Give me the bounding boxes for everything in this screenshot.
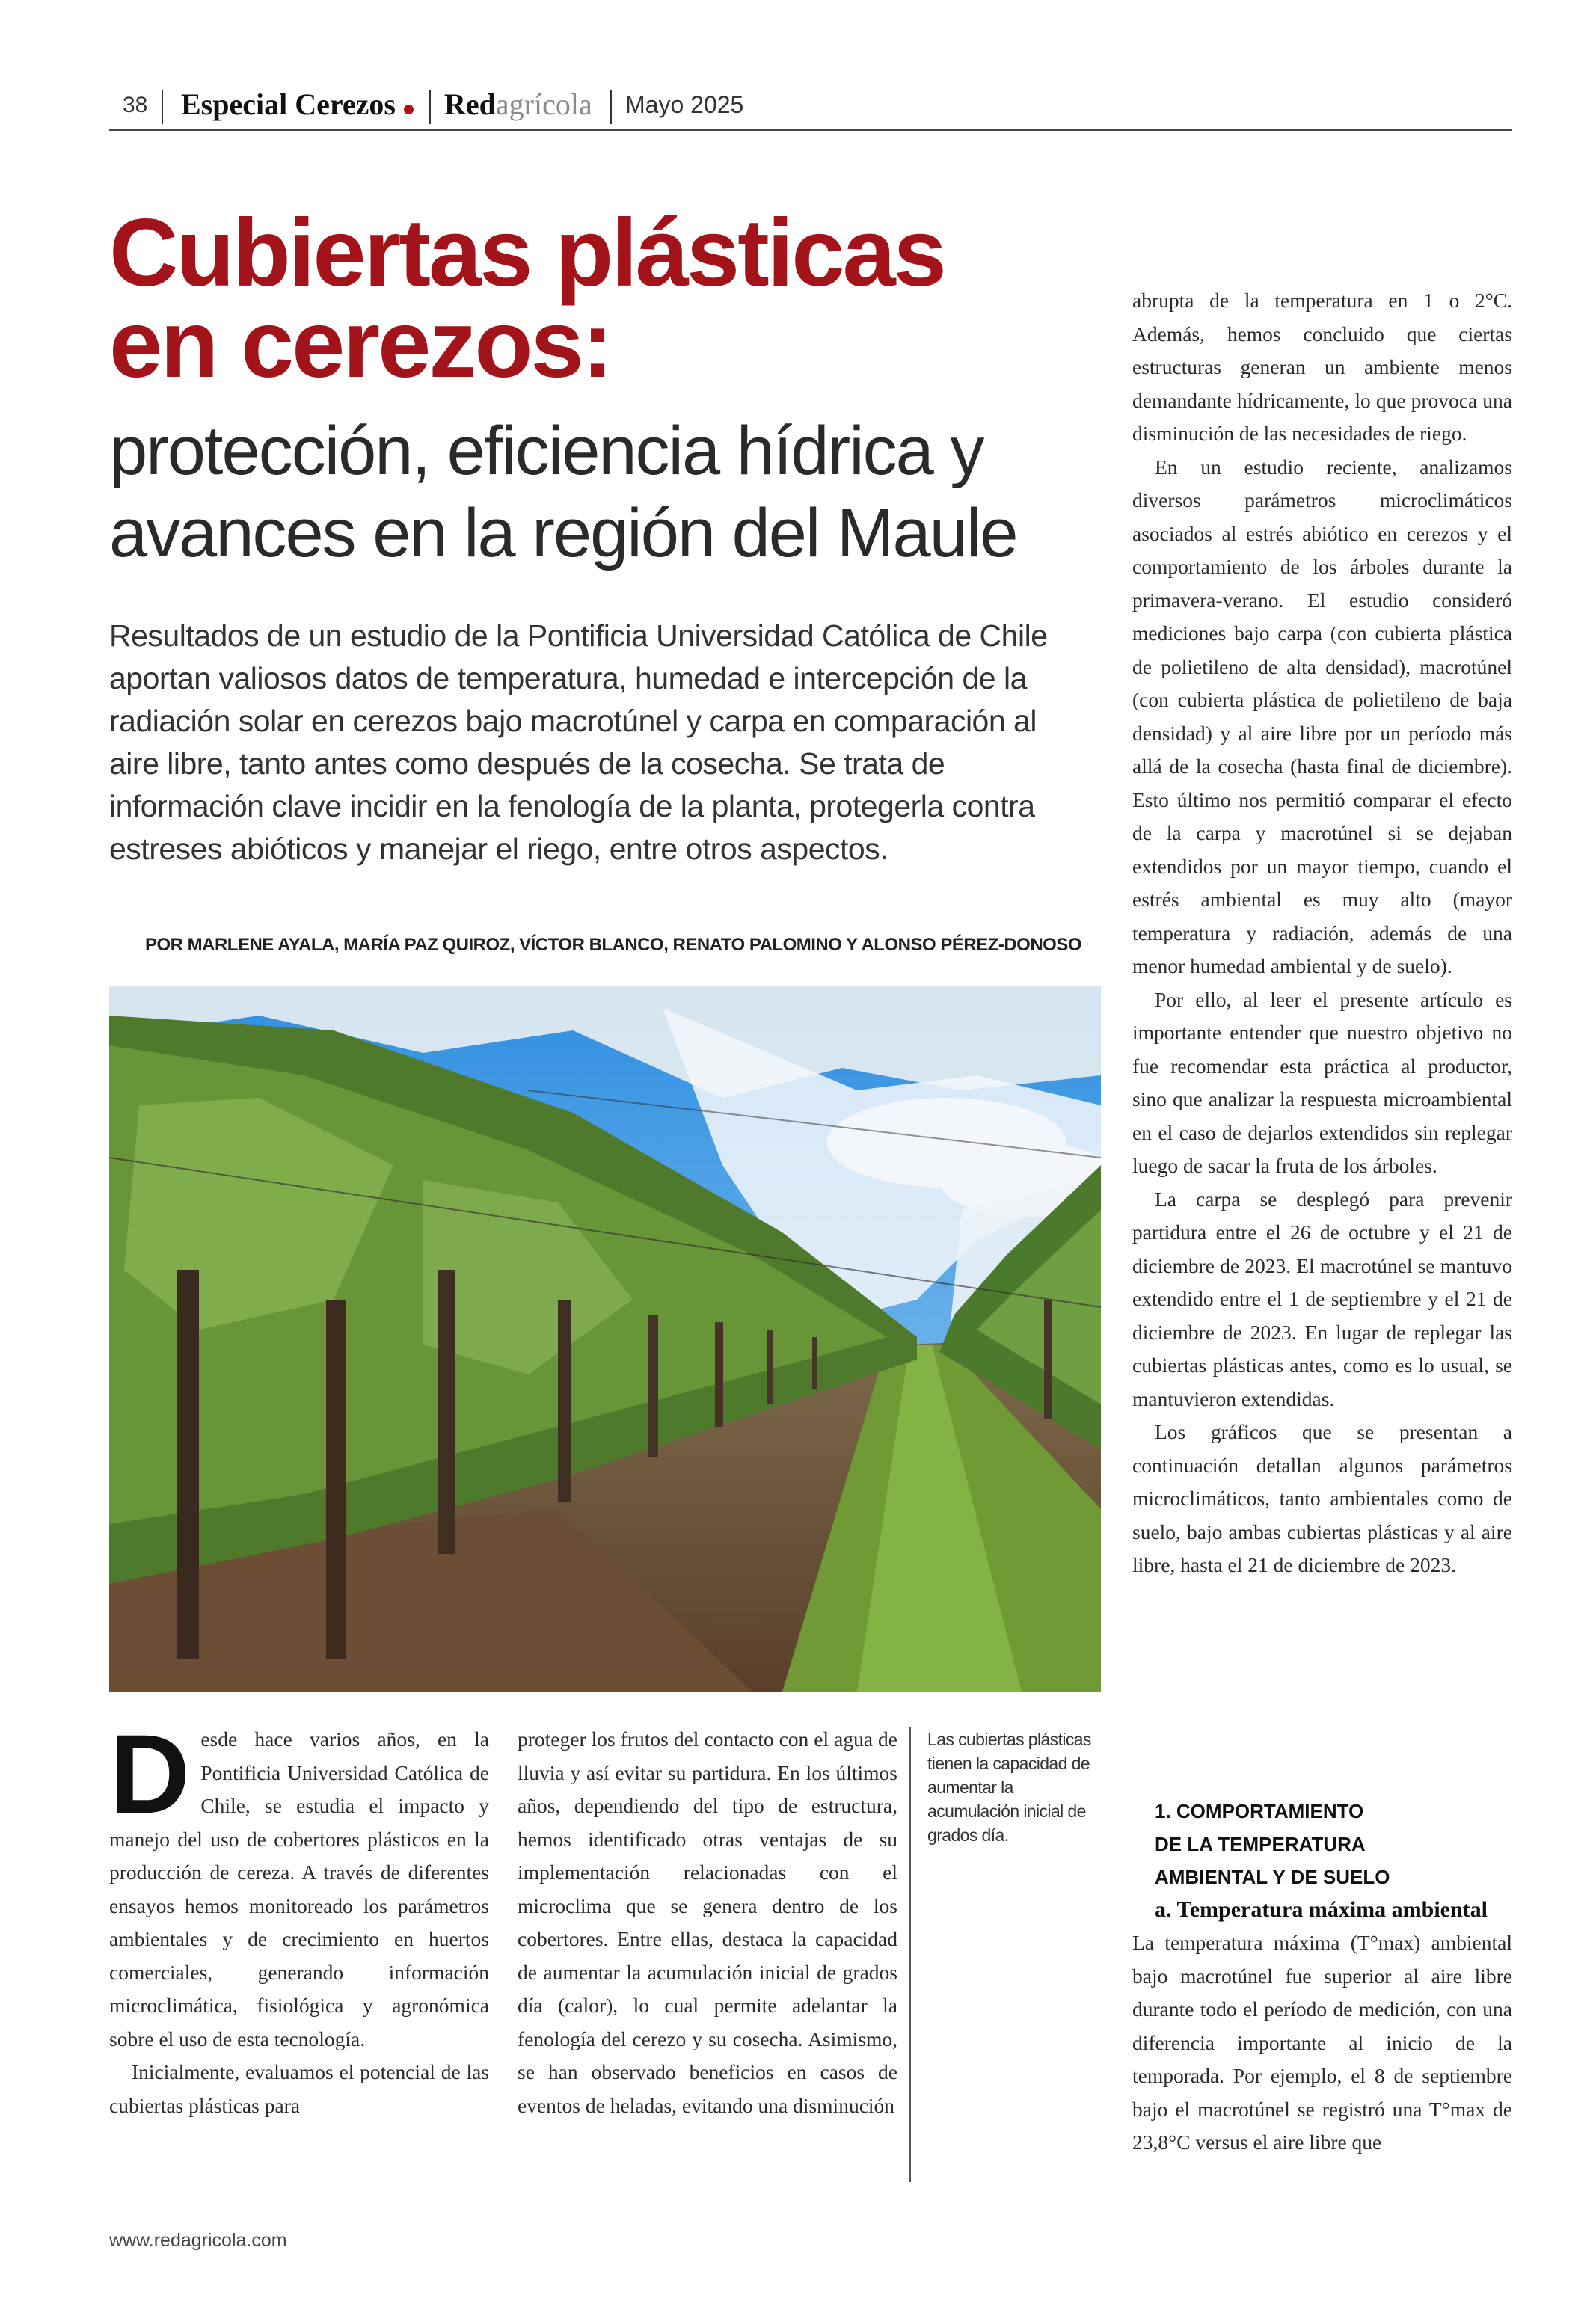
byline: POR MARLENE AYALA, MARÍA PAZ QUIROZ, VÍCTOR BLANCO, RENATO PALOMINO Y ALONSO PÉREZ-DONOSO — [144, 935, 1081, 955]
paragraph: Por ello, al leer el presente artículo es importante entender que nuestro objetivo no fue recomendar esta práctica al productor, sino que analizar la respuesta microambiental en el caso de dejarlos extendidos sin replegar luego de sacar la fruta de los árboles. — [1132, 987, 1512, 1177]
paragraph: abrupta de la temperatura en 1 o 2°C. Además, hemos concluido que ciertas estructuras generan un ambiente menos demandante hídricamente, lo que provoca una disminución de las necesidades de riego. — [1132, 289, 1512, 445]
subtitle-line-2: avances en la región del Maule — [109, 495, 1017, 571]
paragraph: La temperatura máxima (T°max) ambiental bajo macrotúnel fue superior al aire libre durante todo el período de medición, con una diferencia importante al inicio de la temporada. Por ejemplo, el 8 de septiembre bajo el macrotúnel se registró una T°max de 23,8°C versus el aire libre que — [1132, 1931, 1512, 2154]
brand-part-1: Red — [444, 87, 496, 121]
body-column-3-section — [1132, 1795, 1512, 2160]
paragraph: esde hace varios años, en la Pontificia Universidad Católica de Chile, se estudia el impacto y manejo del uso de cobertores plásticos en la producción de cereza. A través de diferentes ensayos hemos monitoreado los parámetros ambientales y de crecimiento en huertos comerciales, generando información microclimática, fisiológica y agronómica sobre el uso de esta tecnología. — [109, 1727, 489, 2050]
title-line-2: en cerezos: — [109, 291, 612, 398]
issue-date: Mayo 2025 — [625, 91, 744, 118]
paragraph: Los gráficos que se presentan a continuación detallan algunos parámetros microclimáticos, tanto ambientales como de suelo, bajo ambas cubiertas plásticas y al aire libre, hasta el 21 de diciembre de 2023. — [1132, 1420, 1512, 1576]
article-lead: Resultados de un estudio de la Pontificia Universidad Católica de Chile aportan valiosos datos de temperatura, humedad e intercepción de la radiación solar en cerezos bajo macrotúnel y carpa en comparación al aire libre, tanto antes como después de la cosecha. Se trata de información clave incidir en la fenología de la planta, protegerla contra estreses abióticos y manejar el riego, entre otros aspectos. — [109, 618, 1048, 866]
brand-logo — [444, 87, 592, 122]
section-name: Especial Cerezos — [181, 87, 396, 121]
header-divider — [610, 90, 612, 124]
subsection-heading: a. Temperatura máxima ambiental — [1155, 1897, 1488, 1922]
section-dot — [404, 105, 414, 114]
drop-cap: D — [109, 1711, 191, 1837]
section-heading-line: DE LA TEMPERATURA — [1155, 1833, 1366, 1855]
section-heading-line: AMBIENTAL Y DE SUELO — [1155, 1866, 1390, 1888]
orchard-photo — [109, 986, 1101, 1692]
title-line-1: Cubiertas plásticas — [109, 200, 945, 307]
page-header — [109, 88, 1512, 130]
body-column-1 — [109, 1711, 489, 2122]
header-rule — [109, 129, 1512, 131]
photo-caption: Las cubiertas plásticas tienen la capacidad de aumentar la acumulación inicial de grados día. — [927, 1730, 1091, 1845]
section-heading-line: 1. COMPORTAMIENTO — [1155, 1800, 1364, 1822]
header-divider — [429, 90, 431, 124]
orchard-illustration — [109, 986, 1101, 1692]
body-column-2 — [518, 1723, 897, 2122]
caption-rule — [909, 1727, 911, 2182]
body-column-3 — [1132, 284, 1512, 1582]
article-title — [109, 200, 1111, 398]
paragraph: proteger los frutos del contacto con el agua de lluvia y así evitar su partidura. En los últimos años, dependiendo del tipo de estructura, hemos identificado otras ventajas de su implementación relacionadas con el microclima que se genera dentro de los cobertores. Entre ellas, destaca la capacidad de aumentar la acumulación inicial de grados día (calor), lo cual permite adelantar la fenología del cerezo y su cosecha. Asimismo, se han observado beneficios en casos de eventos de heladas, evitando una disminución — [518, 1727, 897, 2117]
subtitle-line-1: protección, eficiencia hídrica y — [109, 413, 983, 489]
header-divider — [162, 90, 163, 124]
page-number: 38 — [123, 93, 148, 117]
paragraph: En un estudio reciente, analizamos diversos parámetros microclimáticos asociados al estrés abiótico en cerezos y el comportamiento de los árboles durante la primavera-verano. El estudio consideró mediciones bajo carpa (con cubierta plástica de polietileno de alta densidad), macrotúnel (con cubierta plástica de polietileno de baja densidad) y al aire libre por un período más allá de la cosecha (hasta final de diciembre). Esto último nos permitió comparar el efecto de la carpa y macrotúnel si se dejaban extendidos por un mayor tiempo, cuando el estrés ambiental es muy alto (mayor temperatura y radiación, además de una menor humedad ambiental y de suelo). — [1132, 455, 1512, 977]
footer-url: www.redagricola.com — [109, 2230, 287, 2251]
paragraph: La carpa se desplegó para prevenir partidura entre el 26 de octubre y el 21 de diciembre de 2023. El macrotúnel se mantuvo extendido entre el 1 de septiembre y el 21 de diciembre de 2023. En lugar de replegar las cubiertas plásticas antes, como es lo usual, se mantuvieron extendidas. — [1132, 1187, 1512, 1410]
paragraph: Inicialmente, evaluamos el potencial de las cubiertas plásticas para — [109, 2060, 489, 2117]
article-subtitle — [109, 410, 1111, 574]
brand-part-2: agrícola — [495, 87, 592, 121]
